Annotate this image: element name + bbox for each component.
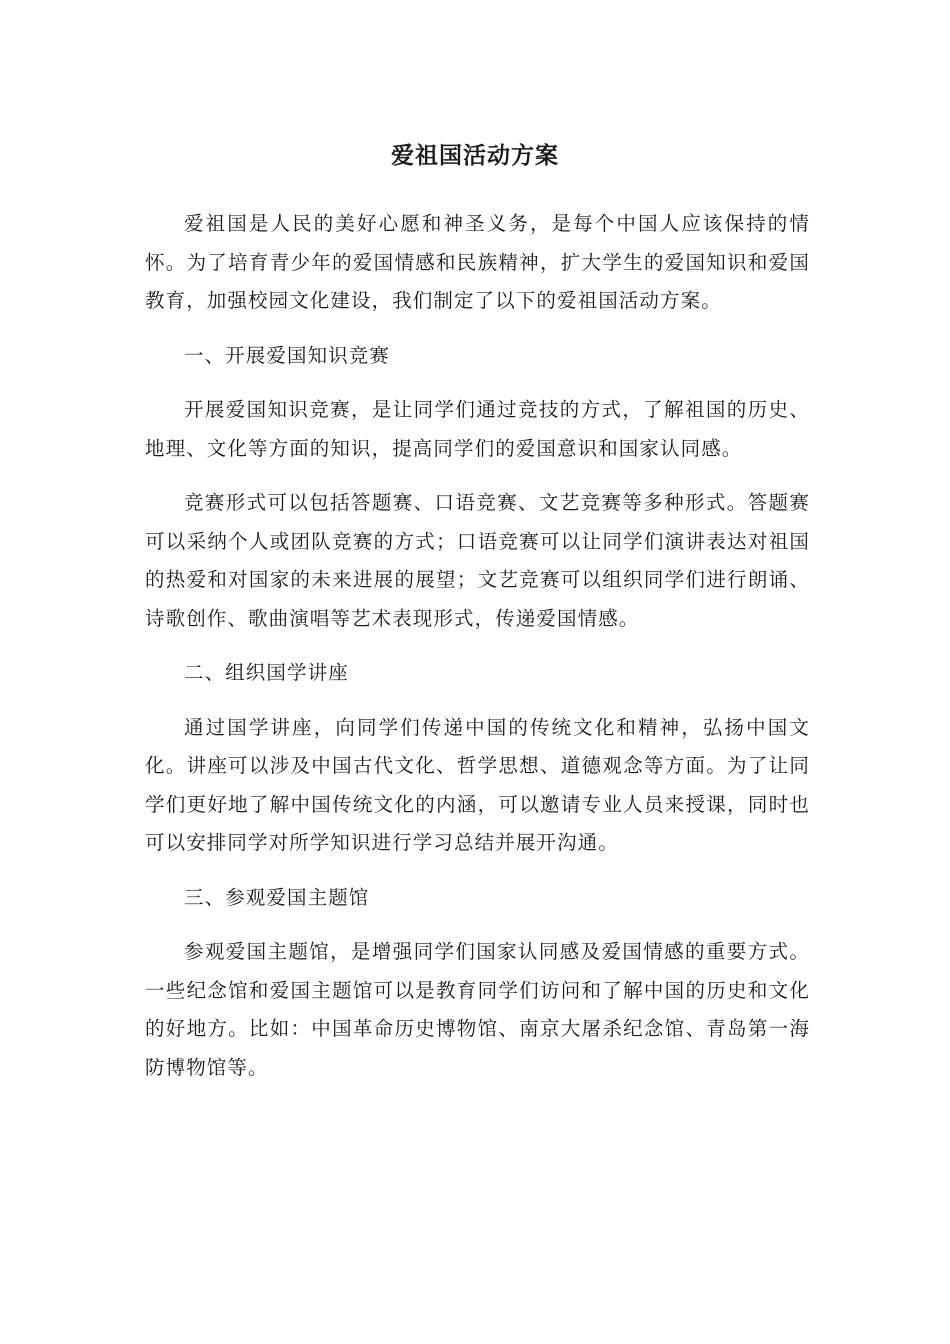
document-body	[145, 205, 810, 1103]
section-3-paragraph-1: 参观爱国主题馆，是增强同学们国家认同感及爱国情感的重要方式。一些纪念馆和爱国主题馆可以是教育同学们访问和了解中国的历史和文化的好地方。比如：中国革命历史博物馆、南京大屠杀纪念馆、青岛第一海防博物馆等。	[145, 940, 810, 1079]
section-heading-2: 二、组织国学讲座	[184, 661, 349, 684]
section-1-paragraph-1: 开展爱国知识竞赛，是让同学们通过竞技的方式，了解祖国的历史、地理、文化等方面的知识，提高同学们的爱国意识和国家认同感。	[145, 398, 810, 460]
document-title: 爱祖国活动方案	[391, 143, 559, 169]
section-heading-3: 三、参观爱国主题馆	[184, 885, 370, 909]
section-heading-1: 一、开展爱国知识竞赛	[184, 343, 391, 367]
section-2-paragraph-1: 通过国学讲座，向同学们传递中国的传统文化和精神，弘扬中国文化。讲座可以涉及中国古代文化、哲学思想、道德观念等方面。为了让同学们更好地了解中国传统文化的内涵，可以邀请专业人员来授课，同时也可以安排同学对所学知识进行学习总结并展开沟通。	[145, 715, 810, 854]
intro-paragraph: 爱祖国是人民的美好心愿和神圣义务，是每个中国人应该保持的情怀。为了培育青少年的爱国情感和民族精神，扩大学生的爱国知识和爱国教育，加强校园文化建设，我们制定了以下的爱祖国活动方案。	[145, 212, 810, 312]
section-1-paragraph-2: 竞赛形式可以包括答题赛、口语竞赛、文艺竞赛等多种形式。答题赛可以采纳个人或团队竞赛的方式；口语竞赛可以让同学们演讲表达对祖国的热爱和对国家的未来进展的展望；文艺竞赛可以组织同学们进行朗诵、诗歌创作、歌曲演唱等艺术表现形式，传递爱国情感。	[145, 491, 810, 630]
